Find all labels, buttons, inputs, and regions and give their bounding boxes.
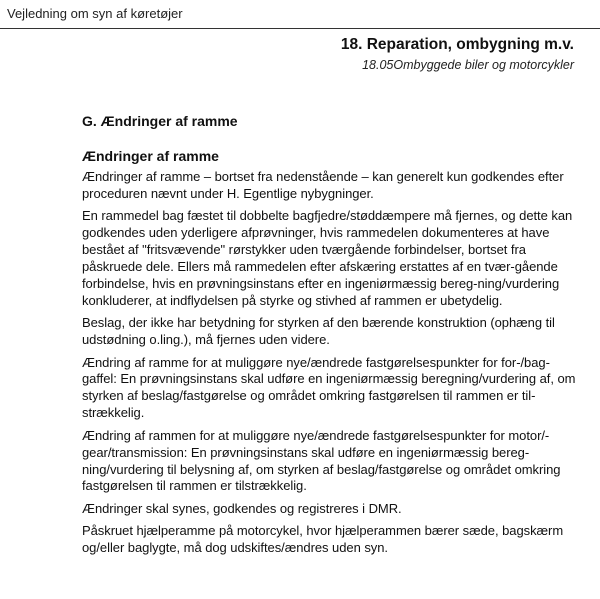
paragraph: Ændringer skal synes, godkendes og registreres i DMR. <box>82 500 402 516</box>
header-divider <box>0 28 600 29</box>
running-header: Vejledning om syn af køretøjer <box>7 6 183 21</box>
paragraph: Ændring af rammen for at muliggøre nye/ændrede fastgørelsespunkter for motor/-gear/transmission: En prøvningsinstans skal udføre en ingeniørmæssig bereg-ning/vurdering til belysning af, om styrken af beslag/fastgørelse og området omkring fastgørelsen til rammen er tilstrækkelig. <box>82 427 561 494</box>
section-heading: G. Ændringer af ramme <box>82 113 238 129</box>
chapter-title: 18. Reparation, ombygning m.v. <box>340 36 574 53</box>
paragraph: Ændringer af ramme – bortset fra nedenstående – kan generelt kun godkendes efter proceduren nævnt under H. Egentlige nybygninger. <box>82 169 564 201</box>
paragraph: Påskruet hjælperamme på motorcykel, hvor hjælperammen bærer sæde, bagskærm og/eller baglygte, må dog udskiftes/ændres uden syn. <box>82 523 564 556</box>
paragraph: Ændring af ramme for at muliggøre nye/ændrede fastgørelsespunkter for for-/bag-gaffel: En prøvningsinstans skal udføre en ingeniørmæssig beregning/vurdering af, om styrken af beslag/fastgørelse og området omkring fastgørelsen til rammen er til-strækkelig. <box>82 354 576 421</box>
paragraph: En rammedel bag fæstet til dobbelte bagfjedre/støddæmpere må fjernes, og dette kan godkendes uden yderligere afprøvninger, hvis rammedelen dokumenteres at have bestået af "fritsvævende" rørstykker uden tværgående forbindelser, bortset fra påskruede dele. Ellers må rammedelen efter afskæring erstattes af en tvær-gående forbindelse, hvis en prøvningsinstans efter en ingeniørmæssig bereg-ning/vurdering konkluderer, at indflydelsen på styrke og stivhed af rammen er ubetydelig. <box>82 208 573 308</box>
section-subtitle: 18.05Ombyggede biler og motorcykler <box>362 58 574 72</box>
sub-heading: Ændringer af ramme <box>82 148 219 164</box>
document-body <box>82 112 578 563</box>
paragraph: Beslag, der ikke har betydning for styrken af den bærende konstruktion (ophæng til udstødning o.ling.), må fjernes uden videre. <box>82 315 555 348</box>
